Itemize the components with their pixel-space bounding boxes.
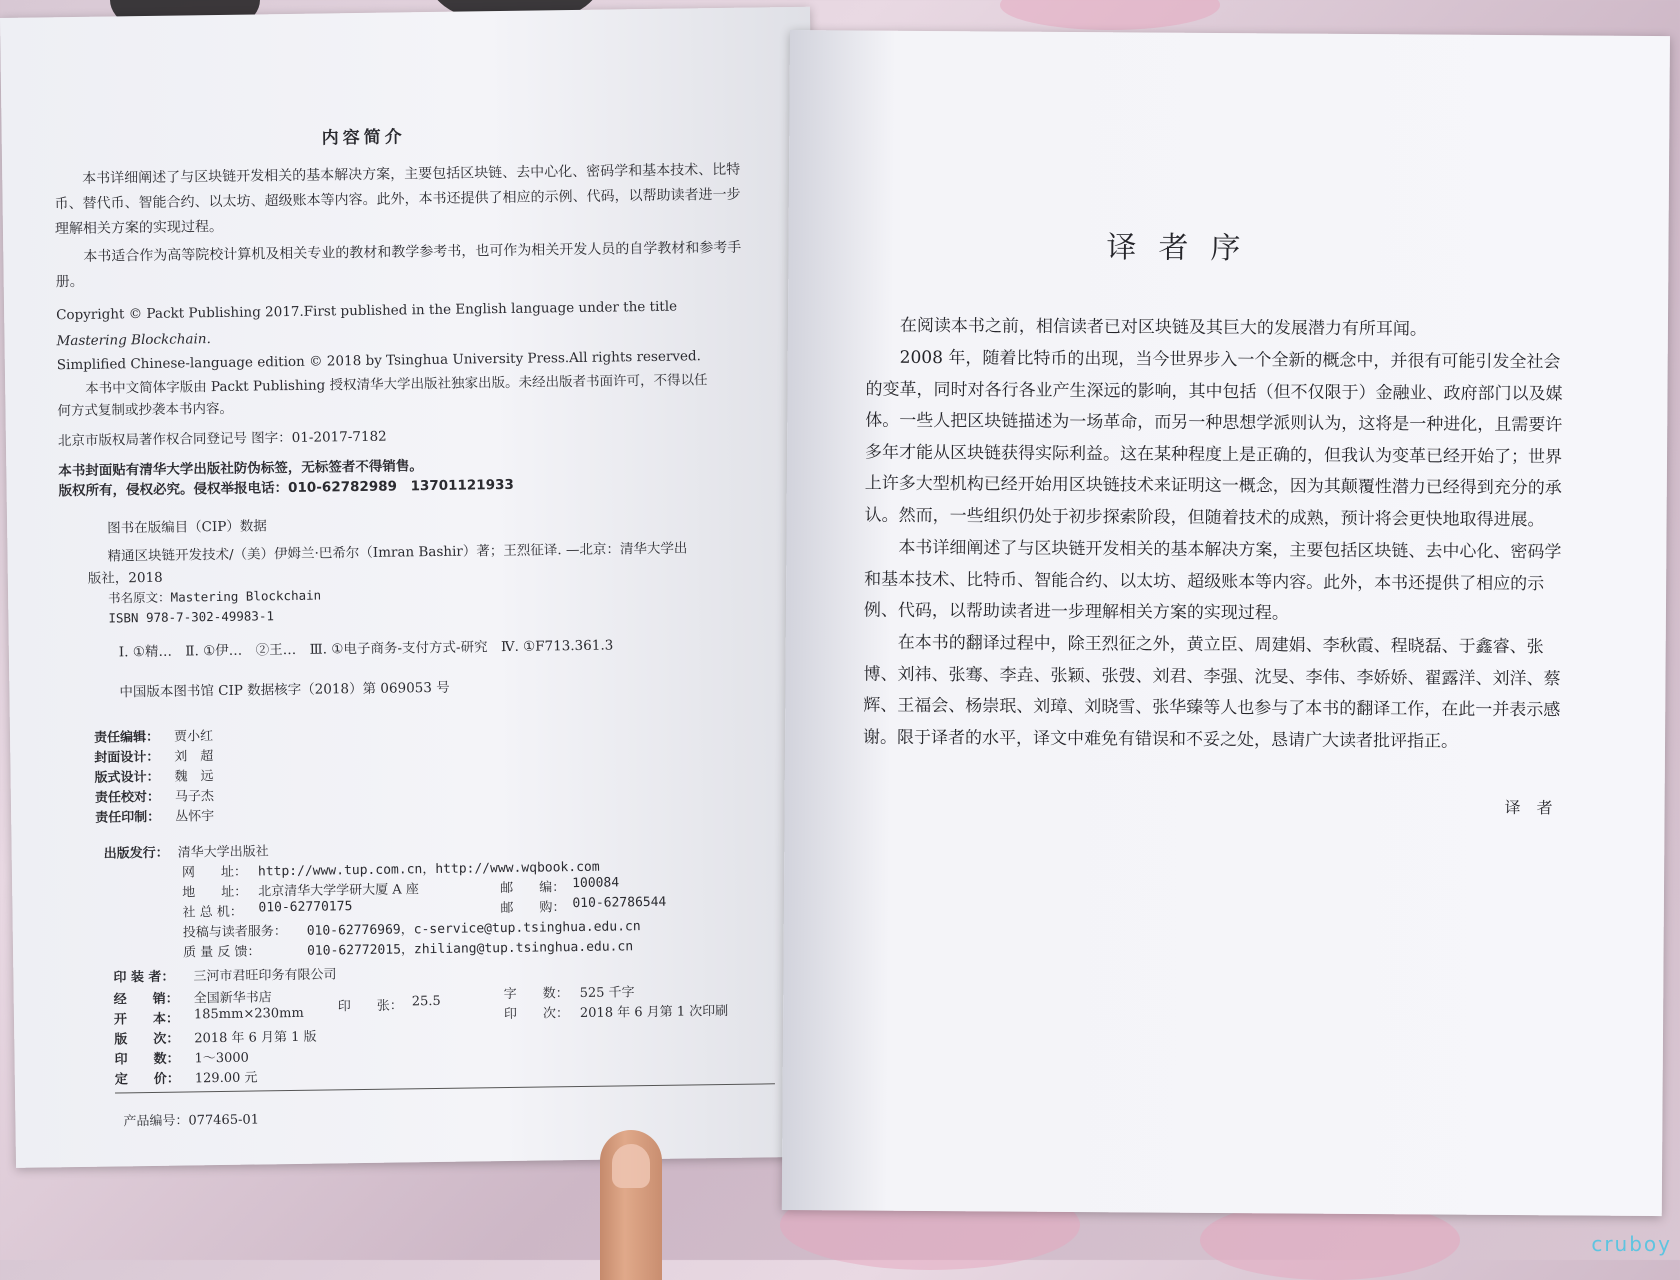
staff-role: 封面设计：: [94, 749, 160, 766]
word-count-label: 字 数：: [503, 986, 569, 1003]
intro-paragraph-2: 本书适合作为高等院校计算机及相关专业的教材和教学参考书，也可作为相关开发人员的自学教材和参考手册。: [55, 239, 742, 291]
postcode-label: 邮 编：: [500, 880, 566, 897]
printer-label: 印 装 者：: [113, 969, 175, 986]
format-value: 185mm×230mm: [193, 1005, 304, 1023]
staff-name: 丛怀宇: [175, 809, 215, 825]
staff-role: 责任校对：: [94, 789, 161, 806]
rights-notice: 版权所有，侵权必究。侵权举报电话：010-62782989 13701121933: [58, 476, 514, 500]
preface-paragraph-5: 限于译者的水平，译文中难免有错误和不妥之处，恳请广大读者批评指正。: [896, 727, 1459, 752]
price-value: 129.00 元: [194, 1070, 258, 1087]
reader-service-value: 010-62776969，c-service@tup.tsinghua.edu.cn: [306, 919, 641, 939]
distributor-value: 全国新华书店: [193, 990, 272, 1007]
website-value: http://www.tup.com.cn，http://www.wqbook.com: [257, 859, 600, 880]
left-page: [0, 7, 826, 1168]
switchboard-value: 010-62770175: [258, 899, 353, 916]
cip-line-3: 书名原文：Mastering Blockchain: [108, 587, 322, 606]
print-run-label: 印 数：: [114, 1051, 180, 1068]
copyright-line-2: Mastering Blockchain.: [56, 331, 211, 350]
address-value: 北京清华大学学研大厦 A 座: [258, 882, 419, 900]
quality-feedback-label: 质 量 反 馈：: [182, 944, 261, 961]
license-line-2: 何方式复制或抄袭本书内容。: [57, 400, 234, 420]
preface-title: 译者序: [1106, 230, 1263, 267]
staff-name: 刘 超: [174, 749, 214, 765]
copyright-line-1: Copyright © Packt Publishing 2017.First published in the English language under the title: [56, 298, 678, 324]
staff-role: 责任印制：: [95, 809, 161, 826]
address-label: 地 址：: [182, 884, 248, 901]
staff-name: 贾小红: [173, 729, 214, 745]
watermark: cruboy: [1591, 1232, 1672, 1256]
intro-paragraph-1: 本书详细阐述了与区块链开发相关的基本解决方案，主要包括区块链、去中心化、密码学和基本技术、比特币、替代币、智能合约、以太坊、超级账本等内容。此外，本书还提供了相应的示例、代码，以帮助读者进一步理解相关方案的实现过程。: [54, 161, 741, 238]
copyright-line-3: Simplified Chinese-language edition © 2018 by Tsinghua University Press.All rights reserved.: [56, 348, 701, 374]
print-run-value: 1～3000: [194, 1050, 250, 1067]
printing-value: 2018 年 6 月第 1 次印刷: [579, 1003, 729, 1021]
preface-paragraph-4: 在本书的翻译过程中，除王烈征之外，黄立臣、周建娟、李秋霞、程晓磊、于鑫睿、张博、刘祎、张骞、李垚、张颖、张弢、刘君、李强、沈旻、李伟、李娇娇、翟露洋、刘洋、蔡辉、王福会、杨崇珉、刘璋、刘晓雪、张华臻等人也参与了本书的翻译工作，在此一并表示感谢。: [862, 632, 1561, 748]
isbn: ISBN 978-7-302-49983-1: [108, 608, 275, 626]
staff-role: 责任编辑：: [93, 729, 160, 746]
price-label: 定 价：: [114, 1071, 180, 1088]
license-line-1: 本书中文简体字版由 Packt Publishing 授权清华大学出版社独家出版。未经出版者书面许可，不得以任: [85, 372, 708, 397]
postcode-value: 100084: [572, 875, 620, 892]
word-count-value: 525 千字: [579, 985, 635, 1002]
quality-feedback-value: 010-62772015，zhiliang@tup.tsinghua.edu.cn: [306, 939, 634, 959]
publisher-name: 清华大学出版社: [177, 844, 269, 861]
translator-preface: [790, 30, 1670, 818]
printing-label: 印 次：: [503, 1006, 570, 1023]
preface-paragraph-1: 在阅读本书之前，相信读者已对区块链及其巨大的发展潜力有所耳闻。: [899, 315, 1427, 340]
mail-order-label: 邮 购：: [500, 900, 566, 917]
translator-signature: 译者: [1504, 798, 1569, 818]
anti-counterfeit-notice: 本书封面贴有清华大学出版社防伪标签，无标签者不得销售。: [58, 458, 423, 480]
cip-line-1: 精通区块链开发技术/（美）伊姆兰·巴希尔（Imran Bashir）著；王烈征译. —北京：清华大学出: [107, 540, 688, 565]
sheets-label: 印 张：: [337, 998, 403, 1015]
fingernail: [612, 1144, 650, 1188]
fabric-pattern: [1000, 0, 1220, 30]
preface-paragraph-2: 2008 年，随着比特币的出现，当今世界步入一个全新的概念中，并很有可能引发全社会的变革，同时对各行各业产生深远的影响，其中包括（但不仅限于）金融业、政府部门以及媒体。一些人把区块链描述为一场革命，而另一种思想学派则认为，这将是一种进化，且需要许多年才能从区块链获得实际利益。这在某种程度上是正确的，但我认为变革已经开始了；世界上许多大型机构已经开始用区块链技术来证明这一概念，因为其颠覆性潜力已经得到充分的承认。然而，一些组织仍处于初步探索阶段，但随着技术的成熟，预计将会更快地取得进展。: [864, 347, 1563, 530]
edition-label: 版 次：: [114, 1031, 180, 1048]
sheets-value: 25.5: [411, 993, 441, 1010]
cip-heading: 图书在版编目（CIP）数据: [107, 518, 267, 537]
right-page: [782, 30, 1670, 1216]
website-label: 网 址：: [181, 864, 248, 881]
distributor-label: 经 销：: [113, 991, 179, 1008]
left-page-title: 内容简介: [321, 127, 406, 149]
staff-role: 版式设计：: [94, 769, 160, 786]
publisher-label: 出版发行：: [103, 845, 169, 862]
mail-order-value: 010-62786544: [572, 894, 667, 912]
edition-value: 2018 年 6 月第 1 版: [194, 1029, 317, 1047]
staff-name: 马子杰: [174, 789, 215, 805]
reader-service-label: 投稿与读者服务：: [182, 924, 287, 941]
cip-classification: Ⅰ. ①精… Ⅱ. ①伊… ②王… Ⅲ. ①电子商务-支付方式-研究 Ⅳ. ①F713.361.3: [118, 637, 614, 661]
staff-name: 魏 远: [174, 769, 214, 785]
switchboard-label: 社 总 机：: [182, 904, 243, 921]
cip-record-number: 中国版本图书馆 CIP 数据核字（2018）第 069053 号: [119, 679, 450, 701]
preface-paragraph-3: 本书详细阐述了与区块链开发相关的基本解决方案，主要包括区块链、去中心化、密码学和基本技术、比特币、智能合约、以太坊、超级账本等内容。此外，本书还提供了相应的示例、代码，以帮助读者进一步理解相关方案的实现过程。: [863, 537, 1562, 624]
product-number: 产品编号：077465-01: [123, 1112, 260, 1130]
printer-value: 三河市君旺印务有限公司: [193, 967, 337, 985]
cip-line-2: 版社，2018: [87, 569, 163, 587]
format-label: 开 本：: [113, 1011, 180, 1028]
registration-number: 北京市版权局著作权合同登记号 图字：01-2017-7182: [57, 428, 387, 450]
